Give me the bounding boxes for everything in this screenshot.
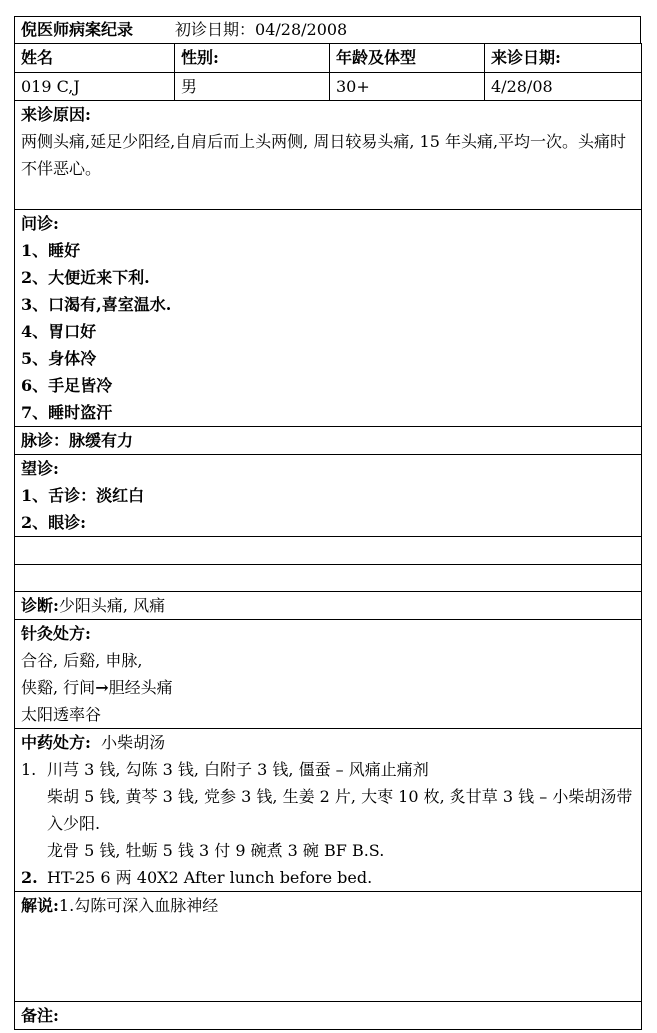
explanation-text: 1.勾陈可深入血脉神经 <box>58 896 219 915</box>
blank-row <box>15 565 642 592</box>
herbal-item-number: 1. <box>21 760 37 779</box>
explanation-cell <box>15 892 642 1002</box>
patient-sex: 男 <box>175 73 330 101</box>
observation-row <box>15 455 642 537</box>
herbal-item-number: 2. <box>21 868 38 887</box>
inquiry-item: 3、口渴有,喜室温水. <box>21 295 172 314</box>
observation-label: 望诊: <box>21 459 59 478</box>
inquiry-item: 4、胃口好 <box>21 322 97 341</box>
inquiry-label: 问诊: <box>21 214 59 233</box>
acupuncture-row <box>15 620 642 729</box>
reason-cell <box>15 101 642 210</box>
acupuncture-line <box>21 674 635 701</box>
pulse-row <box>15 427 642 455</box>
first-visit-date: 初诊日期：04/28/2008 <box>175 20 348 39</box>
herbal-formula: 小柴胡汤 <box>101 733 166 752</box>
diagnosis-text: 少阳头痛, 风痛 <box>58 596 166 615</box>
visit-date: 4/28/08 <box>485 73 642 101</box>
patient-name: 019 C,J <box>15 73 175 101</box>
diagnosis-row <box>15 592 642 620</box>
inquiry-item: 6、手足皆冷 <box>21 376 113 395</box>
blank-cell <box>15 537 642 565</box>
age-label: 年龄及体型 <box>330 44 485 73</box>
inquiry-cell <box>15 210 642 427</box>
observation-item: 2、眼诊: <box>21 513 87 532</box>
reason-row <box>15 101 642 210</box>
notes-label: 备注: <box>15 1002 642 1030</box>
observation-item: 1、舌诊：淡红白 <box>21 486 145 505</box>
blank-cell <box>15 565 642 592</box>
herbal-item-text: HT-25 6 两 40X2 After lunch before bed. <box>47 868 373 887</box>
acupuncture-points: 侠谿, 行间 <box>21 678 96 697</box>
record-title-row <box>14 16 641 43</box>
acupuncture-cell <box>15 620 642 729</box>
diagnosis-cell <box>15 592 642 620</box>
acupuncture-note: 胆经头痛 <box>108 678 173 697</box>
herbal-label: 中药处方: <box>21 733 91 752</box>
notes-row <box>15 1002 642 1030</box>
blank-row <box>15 537 642 565</box>
herbal-line: 川芎 3 钱, 勾陈 3 钱, 白附子 3 钱, 僵蚕 – 风痛止痛剂 <box>47 760 429 779</box>
reason-label: 来诊原因: <box>21 105 91 124</box>
herbal-line: 柴胡 5 钱, 黄芩 3 钱, 党参 3 钱, 生姜 2 片, 大枣 10 枚, 炙甘草 3 钱 – 小柴胡汤带入少阳. <box>47 787 633 833</box>
herbal-line: 龙骨 5 钱, 牡蛎 5 钱 3 付 9 碗煮 3 碗 BF B.S. <box>47 841 385 860</box>
herbal-cell <box>15 729 642 892</box>
inquiry-item: 7、睡时盗汗 <box>21 403 113 422</box>
herbal-item-text <box>47 756 635 864</box>
arrow-right-icon: → <box>95 678 109 697</box>
explanation-row <box>15 892 642 1002</box>
inquiry-row <box>15 210 642 427</box>
patient-values-row <box>15 73 642 101</box>
inquiry-item: 2、大便近来下利. <box>21 268 150 287</box>
acupuncture-line: 合谷, 后谿, 申脉, <box>21 651 143 670</box>
herbal-list <box>21 756 635 891</box>
sex-label: 性别: <box>175 44 330 73</box>
herbal-item <box>21 864 635 891</box>
herbal-row <box>15 729 642 892</box>
observation-cell <box>15 455 642 537</box>
patient-header-row <box>15 44 642 73</box>
acupuncture-line: 太阳透率谷 <box>21 705 102 724</box>
record-title: 倪医师病案纪录 <box>21 20 134 39</box>
visit-date-label: 来诊日期: <box>485 44 642 73</box>
herbal-item <box>21 756 635 864</box>
medical-record-table <box>14 43 642 1030</box>
pulse-diagnosis: 脉诊：脉缓有力 <box>15 427 642 455</box>
diagnosis-label: 诊断: <box>21 596 59 615</box>
inquiry-item: 5、身体冷 <box>21 349 97 368</box>
acupuncture-label: 针灸处方: <box>21 624 91 643</box>
patient-age: 30+ <box>330 73 485 101</box>
inquiry-item: 1、睡好 <box>21 241 81 260</box>
name-label: 姓名 <box>15 44 175 73</box>
explanation-label: 解说: <box>21 896 59 915</box>
reason-text: 两侧头痛,延足少阳经,自肩后而上头两侧, 周日较易头痛, 15 年头痛,平均一次。头痛时不伴恶心。 <box>21 132 627 178</box>
herbal-heading <box>21 729 635 756</box>
